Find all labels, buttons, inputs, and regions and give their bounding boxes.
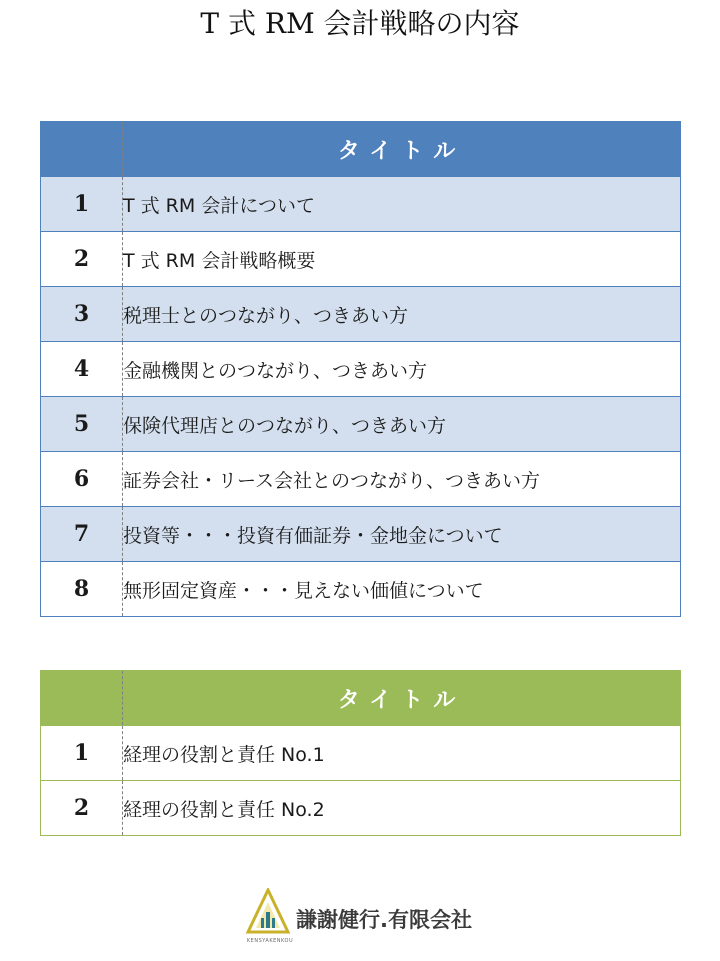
table-row: [41, 507, 681, 562]
row-number: 3: [41, 287, 123, 342]
number-column-header: [41, 671, 123, 726]
table-row: [41, 452, 681, 507]
row-title: T 式 RM 会計戦略概要: [123, 249, 316, 272]
row-number: 2: [41, 232, 123, 287]
row-title: 税理士とのつながり、つきあい方: [123, 304, 409, 327]
row-number: 2: [41, 781, 123, 836]
title-column-header: タイトル: [337, 138, 466, 164]
contents-table-blue: [40, 121, 681, 617]
logo-romaji-text: KENSYAKENKOU: [246, 938, 294, 944]
table-row: [41, 397, 681, 452]
row-number: 1: [41, 177, 123, 232]
row-number: 8: [41, 562, 123, 617]
row-title: 保険代理店とのつながり、つきあい方: [123, 414, 447, 437]
row-title: 証券会社・リース会社とのつながり、つきあい方: [123, 469, 541, 492]
company-name: 謙謝健行.有限会社: [296, 908, 472, 932]
table-row: [41, 342, 681, 397]
row-number: 6: [41, 452, 123, 507]
table-row: [41, 726, 681, 781]
row-number: 7: [41, 507, 123, 562]
page-title: T 式 RM 会計戦略の内容: [200, 7, 520, 40]
contents-table-green: [40, 670, 681, 836]
table-row: [41, 562, 681, 617]
table-header-row: [41, 671, 681, 726]
row-title: T 式 RM 会計について: [123, 194, 315, 217]
title-column-header: タイトル: [337, 687, 466, 713]
row-title: 経理の役割と責任 No.1: [123, 743, 325, 766]
row-number: 4: [41, 342, 123, 397]
table-header-row: [41, 122, 681, 177]
row-number: 5: [41, 397, 123, 452]
table-row: [41, 177, 681, 232]
table-row: [41, 287, 681, 342]
row-title: 経理の役割と責任 No.2: [123, 798, 325, 821]
number-column-header: [41, 122, 123, 177]
row-title: 投資等・・・投資有価証券・金地金について: [123, 524, 503, 547]
row-title: 無形固定資産・・・見えない価値について: [123, 579, 484, 602]
row-number: 1: [41, 726, 123, 781]
company-logo: [244, 888, 488, 948]
table-row: [41, 781, 681, 836]
table-row: [41, 232, 681, 287]
row-title: 金融機関とのつながり、つきあい方: [123, 359, 428, 382]
